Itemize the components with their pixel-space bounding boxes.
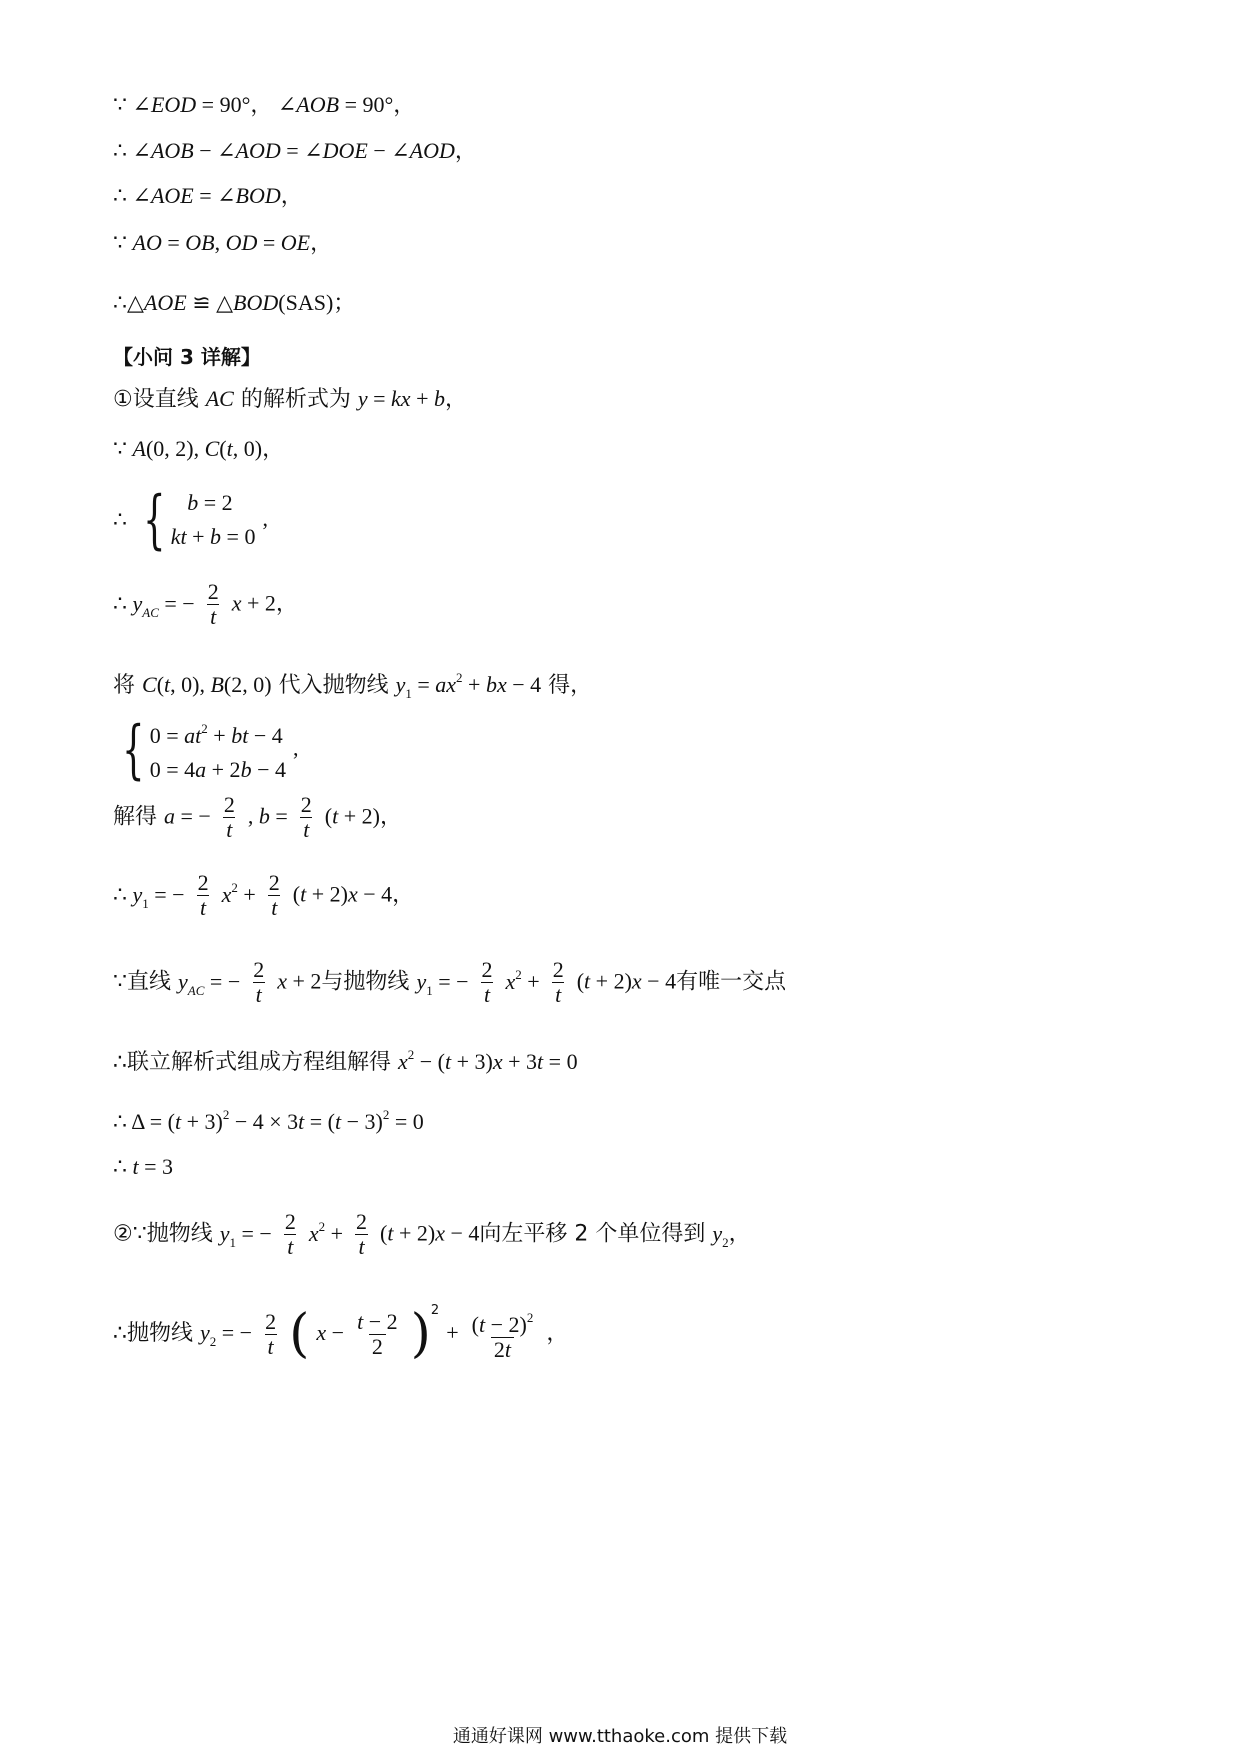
step-eod-90: ∵ ∠EOD = 90°， ∠AOB = 90°， <box>113 92 416 117</box>
step-combine: ∴联立解析式组成方程组解得 $x^2 - (t + 3)x + 3t = 0$ <box>113 1047 578 1075</box>
footer: 通通好课网 www.tthaoke.com 提供下载 <box>452 1726 788 1747</box>
part1-intro: ①设直线 AC 的解析式为 y = kx + b， <box>113 386 467 412</box>
step-t-value: ∴ t = 3 <box>113 1154 174 1179</box>
step-angle-diff: ∴ ∠AOB − ∠AOD = ∠DOE − ∠AOD， <box>113 138 477 163</box>
step-angle-equal: ∴ ∠AOE = ∠BOD， <box>113 183 303 208</box>
step-points: ∵ A(0, 2), C(t, 0)， <box>113 436 285 461</box>
step-sides-equal: ∵ AO = OB, OD = OE， <box>113 230 333 255</box>
step-discriminant: ∴ $\Delta = (t + 3)^2 - 4 \times 3t = (t - 3)^2 = 0$ <box>113 1107 424 1134</box>
step-congruent: ∴△AOE ≌ △BOD(SAS)； <box>113 290 356 315</box>
section-heading: 【小问 3 详解】 <box>113 345 261 369</box>
system-b-k: ∴ { b = 2 kt + b = 0 , <box>113 483 268 557</box>
step-y2: ∴抛物线 $y_2$ = − $\frac{2}{t}$ ( x − $\frac{t - 2}{2}$ )$^2$ + $\frac{(t - 2)^2}{2t}$ ， <box>113 1303 569 1364</box>
sub-equation-intro: 将 C(t, 0), B(2, 0) 代入抛物线 $y_1 = ax^2$ + bx − 4 得， <box>113 670 593 701</box>
step-solve-ab: 解得 a = − $\frac{2}{t}$ , b = $\frac{2}{t}$ (t + 2)， <box>113 792 402 842</box>
part2-shift: ②∵抛物线 $y_1$ = − $\frac{2}{t}$ $x^2$ + $\frac{2}{t}$ (t + 2)x − 4向左平移 2 个单位得到 $y_2$， <box>113 1209 751 1259</box>
system-a-b: { $0 = at^2$ + bt − 4 0 = 4a + 2b − 4 , <box>122 712 299 787</box>
step-yac: ∴ $y_{AC}$ = − $\frac{2}{t}$ x + 2， <box>113 579 298 629</box>
step-y1: ∴ $y_1$ = − $\frac{2}{t}$ $x^2$ + $\frac{2}{t}$ (t + 2)x − 4， <box>113 870 415 920</box>
step-tangent: ∵直线 $y_{AC}$ = − $\frac{2}{t}$ x + 2与抛物线 $y_1$ = − $\frac{2}{t}$ $x^2$ + $\frac{2}{t}$ (t + 2)x − 4有唯一交点 <box>113 957 787 1007</box>
